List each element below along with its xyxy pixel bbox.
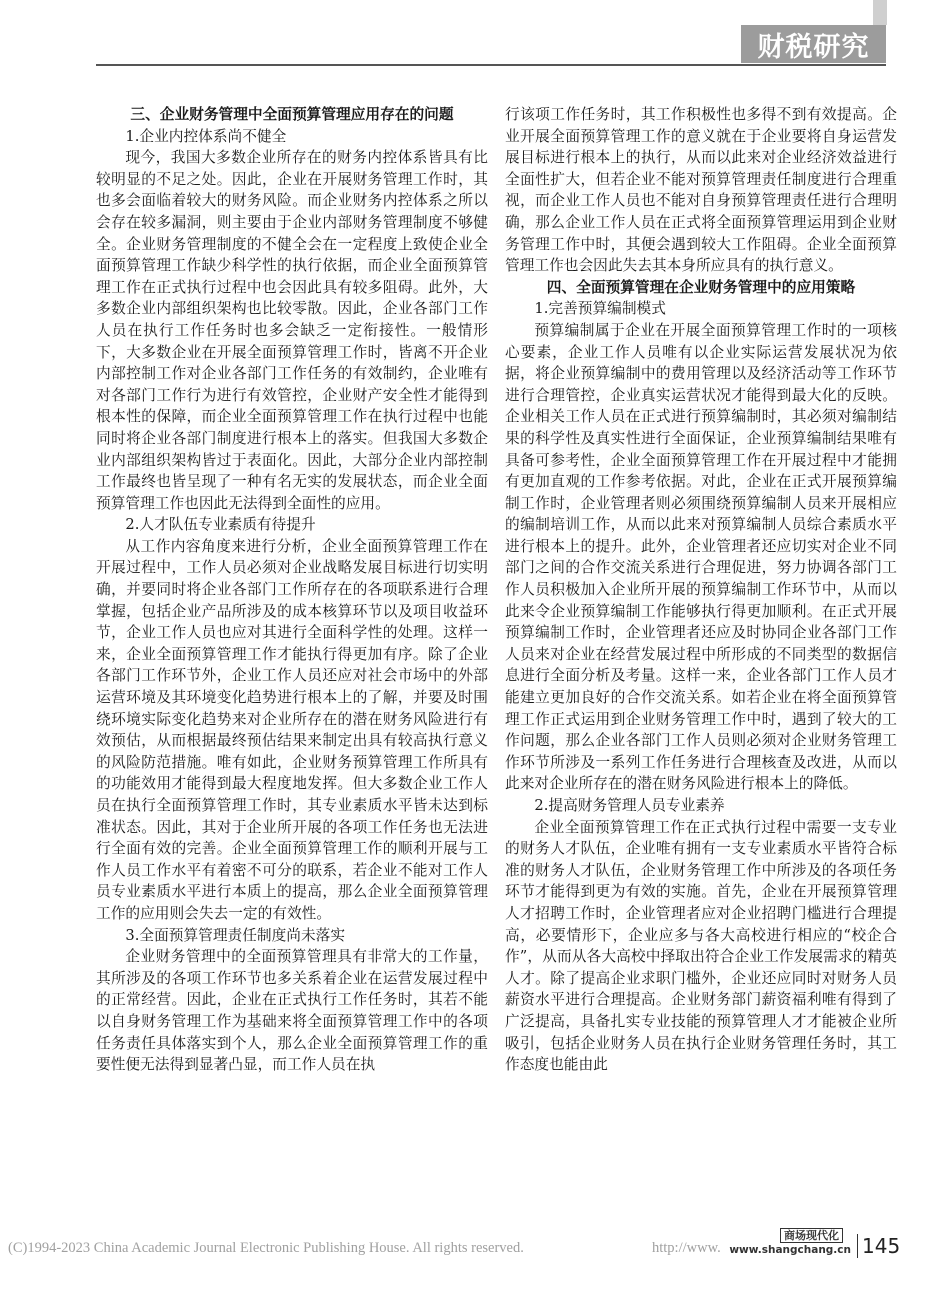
subheading-staff-quality: 2.提高财务管理人员专业素养 xyxy=(534,797,725,814)
subheading-responsibility-system: 3.全面预算管理责任制度尚未落实 xyxy=(125,926,346,944)
copyright-text: (C)1994-2023 China Academic Journal Electronic Publishing House. All rights reserved. xyxy=(8,1240,524,1256)
journal-logo xyxy=(723,1228,851,1264)
subheading-budget-preparation: 1.完善预算编制模式 xyxy=(534,300,666,318)
subheading-talent-team: 2.人才队伍专业素质有待提升 xyxy=(125,516,316,534)
subheading-internal-control: 1.企业内控体系尚不健全 xyxy=(125,127,287,145)
header-tab xyxy=(873,0,887,25)
paragraph: 企业财务管理中的全面预算管理具有非常大的工作量，其所涉及的各项工作环节也多关系着企业在运营发展过程中的正常经营。因此，企业在正式执行工作任务时，其若不能以自身财务管理工作为基础来将全面预算管理工作中的各项任务责任具体落实到个人，那么企业全面预算管理工作的重要性便无法得到显著凸显，而工作人员在执 xyxy=(96,948,488,1074)
right-column xyxy=(505,104,897,1076)
journal-logo-name: 商场现代化 xyxy=(780,1228,843,1243)
section-heading-4: 四、全面预算管理在企业财务管理中的应用策略 xyxy=(546,278,856,296)
left-column xyxy=(96,104,488,1076)
paragraph: 从工作内容角度来进行分析，企业全面预算管理工作在开展过程中，工作人员必须对企业战略发展目标进行切实明确，并要同时将企业各部门工作所存在的各项联系进行合理掌握，包括企业产品所涉及的成本核算环节以及项目收益环节，企业工作人员也应对其进行全面科学性的处理。这样一来，企业全面预算管理工作才能执行得更加有序。除了企业各部门工作环节外，企业工作人员还应对社会市场中的外部运营环境及其环境变化趋势进行根本上的了解，并要及时围绕环境实际变化趋势来对企业所存在的潜在财务风险进行有效预估，从而根据最终预估结果来制定出具有较高执行意义的风险防范措施。唯有如此，企业财务预算管理工作所具有的功能效用才能得到最大程度地发挥。但大多数企业工作人员在执行全面预算管理工作时，其专业素质水平皆未达到标准状态。因此，其对于企业所开展的各项工作任务也无法进行全面有效的完善。企业全面预算管理工作的顺利开展与工作人员工作水平有着密不可分的联系，若企业不能对工作人员专业素质水平进行本质上的提高，那么企业全面预算管理工作的应用则会失去一定的有效性。 xyxy=(96,537,488,922)
paragraph: 现今，我国大多数企业所存在的财务内控体系皆具有比较明显的不足之处。因此，企业在开展财务管理工作时，其也多会面临着较大的财务风险。而企业财务内控体系之所以会存在较多漏洞，则主要由于企业内部财务管理制度不够健全。企业财务管理制度的不健全会在一定程度上致使企业全面预算管理工作缺少科学性的执行依据，而企业全面预算管理工作在正式执行过程中也会因此具有较多阻碍。此外，大多数企业内部组织架构也比较零散。因此，企业各部门工作人员在执行工作任务时也多会缺乏一定衔接性。一般情形下，大多数企业在开展全面预算管理工作时，皆离不开企业内部控制工作对企业各部门工作任务的有效制约，企业唯有对各部门工作行为进行有效管控，企业财产安全性才能得到根本性的保障，而企业全面预算管理工作在执行过程中也能同时将企业各部门制度进行根本上的落实。但我国大多数企业内部组织架构皆过于表面化。因此，大部分企业内部控制工作最终也皆呈现了一种有名无实的发展状态，而企业全面预算管理工作也因此无法得到全面性的应用。 xyxy=(96,149,488,512)
paragraph: 预算编制属于企业在开展全面预算管理工作时的一项核心要素，企业工作人员唯有以企业实际运营发展状况为依据，将企业预算编制中的费用管理以及经济活动等工作环节进行合理管控，企业真实运营状况才能得到最大化的反映。企业相关工作人员在正式进行预算编制时，其必须对编制结果的科学性及真实性进行全面保证，企业预算编制结果唯有具备可参考性，企业全面预算管理工作在开展过程中才能拥有更加直观的工作参考依据。对此，企业在正式开展预算编制工作时，企业管理者则必须围绕预算编制人员来开展相应的编制培训工作，从而以此来对预算编制人员综合素质水平进行根本上的提升。此外，企业管理者还应切实对企业不同部门之间的合作交流关系进行合理促进，努力协调各部门工作人员积极加入企业所开展的预算编制工作环节中，从而以此来令企业预算编制工作能够执行得更加顺利。在正式开展预算编制工作时，企业管理者还应及时协同企业各部门工作人员来对企业在经营发展过程中所形成的不同类型的数据信息进行全面分析及考量。这样一来，企业各部门工作人员才能建立更加良好的合作交流关系。如若企业在将全面预算管理工作正式运用到企业财务管理工作中时，遇到了较大的工作问题，那么企业各部门工作人员则必须对企业财务管理工作环节所涉及一系列工作任务进行合理核查及改进，从而以此来对企业所存在的潜在财务风险进行根本上的降低。 xyxy=(505,321,897,793)
journal-logo-url: www.shangchang.cn xyxy=(729,1244,851,1256)
section-heading-3: 三、企业财务管理中全面预算管理应用存在的问题 xyxy=(130,106,454,123)
copyright-url: http://www. xyxy=(652,1240,721,1256)
section-banner xyxy=(741,25,886,63)
header-rule xyxy=(96,64,886,66)
paragraph: 企业全面预算管理工作在正式执行过程中需要一支专业的财务人才队伍，企业唯有拥有一支专业素质水平皆符合标准的财务人才队伍，企业财务管理工作中所涉及的各项任务环节才能得到更为有效的实施。首先，企业在开展预算管理人才招聘工作时，企业管理者应对企业招聘门槛进行合理提高，必要情形下，企业应多与各大高校进行相应的“校企合作”，从而从各大高校中择取出符合企业工作发展需求的精英人才。除了提高企业求职门槛外，企业还应同时对财务人员薪资水平进行合理提高。企业财务部门薪资福利唯有得到了广泛提高，具备扎实专业技能的预算管理人才才能被企业所吸引，包括企业财务人员在执行企业财务管理任务时，其工作态度也能由此 xyxy=(505,818,897,1074)
page-number: 145 xyxy=(857,1234,900,1258)
section-title: 财税研究 xyxy=(757,31,870,63)
paragraph-continued: 行该项工作任务时，其工作积极性也多得不到有效提高。企业开展全面预算管理工作的意义就在于企业要将自身运营发展目标进行根本上的执行，从而以此来对企业经济效益进行全面性扩大，但若企业不能对预算管理责任制度进行合理重视，而企业工作人员也不能对自身预算管理责任进行合理明确，那么企业工作人员在正式将全面预算管理运用到企业财务管理工作中时，其便会遇到较大工作阻碍。企业全面预算管理工作也会因此失去其本身所应具有的执行意义。 xyxy=(505,106,897,275)
